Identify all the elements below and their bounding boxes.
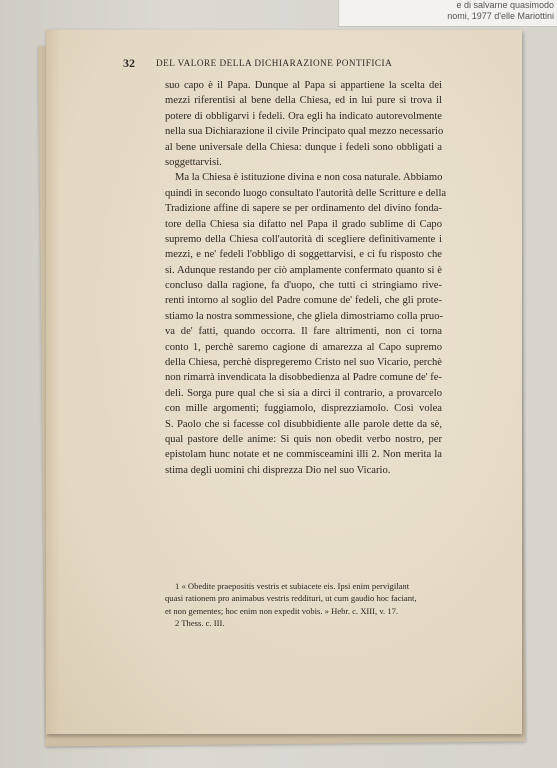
- body-line: nella sua Dichiarazione il civile Principato qual mezzo necessario: [165, 126, 444, 138]
- catalog-label-strip: [338, 0, 557, 27]
- footnote-line: et non gementes; hoc enim non expedit vobis. » Hebr. c. XIII, v. 17.: [165, 605, 399, 616]
- label-line-2: nomi, 1977 d'elle Mariottini: [447, 11, 554, 21]
- body-line: concluso dalla ragione, fa d'uopo, che tutti ci stringiamo rive-: [165, 280, 442, 292]
- footnotes: [165, 580, 442, 630]
- body-line: epistolam hunc notate et ne commisceamini illi 2. Non merita la: [165, 449, 442, 461]
- body-line: qual pastore delle anime: Si quis non obedit verbo nostro, per: [165, 433, 442, 445]
- body-line: quindi in secondo luogo consultato l'autorità delle Scritture e della: [165, 187, 447, 199]
- footnote-line: quasi rationem pro animabus vestris reddituri, ut cum gaudio hoc faciant,: [165, 593, 417, 604]
- body-line: non rimarrà invendicata la disobbedienza al Padre comune de' fe-: [165, 372, 442, 384]
- running-title: DEL VALORE DELLA DICHIARAZIONE PONTIFICIA: [156, 58, 393, 68]
- body-line: sì. Adunque restando per ciò amplamente confermato quanto si è: [165, 264, 442, 276]
- body-line: va de' fatti, quando occorra. Il fare altrimenti, non ci torna: [165, 326, 442, 338]
- body-line: mezzi, e ne' fedeli l'obbligo di soggettarvisi, e ci fu risposto che: [165, 249, 442, 261]
- body-line: deli. Sorga pure qual che si sia a dirci il contrario, a provarcelo: [165, 387, 442, 399]
- body-line: conto 1, perchè saremo cagione di amarezza al Capo supremo: [165, 341, 442, 353]
- body-line: stima degli uomini chi disprezza Dio nel suo Vicario.: [165, 464, 391, 476]
- body-line: mezzi riferentisi al bene della Chiesa, ed in lui pure si trova il: [165, 95, 442, 107]
- body-line: tore della Chiesa sia difatto nel Papa il grado sublime di Capo: [165, 218, 442, 230]
- body-line: soggettarvisi.: [165, 156, 222, 168]
- body-line: Ma la Chiesa è istituzione divina e non cosa naturale. Abbiamo: [175, 172, 443, 184]
- body-line: suo capo è il Papa. Dunque al Papa si appartiene la scelta dei: [165, 80, 442, 91]
- body-text: [165, 78, 447, 478]
- running-head: [123, 57, 423, 73]
- footnote-line: 1 « Obedite praepositis vestris et subiacete eis. Ipsi enim pervigilant: [175, 581, 410, 591]
- body-line: al bene universale della Chiesa: dunque i fedeli sono obbligati a: [165, 141, 442, 153]
- footnote-line: 2 Thess. c. III.: [175, 618, 225, 629]
- body-line: S. Paolo che si facesse col disubbidiente alle parole dette da sè,: [165, 418, 442, 430]
- body-line: con mille argomenti; fuggiamolo, disprezziamolo. Così volea: [165, 403, 442, 415]
- body-line: potere di obbligarvi i fedeli. Ora egli ha indicato autorevolmente: [165, 110, 442, 122]
- page-number: 32: [123, 56, 135, 70]
- label-line-1: e di salvarne quasimodo: [456, 0, 554, 10]
- body-line: renti intorno al soglio del Padre comune de' fedeli, che gli prote-: [165, 295, 442, 307]
- body-line: Tradizione affine di sapere se per ordinamento del divino fonda-: [165, 203, 442, 215]
- body-line: della Chiesa, perchè dispregeremo Cristo nel suo Vicario, perchè: [165, 357, 442, 369]
- body-line: stiamo la nostra sommessione, che gliela dimostriamo colla pruo-: [165, 310, 444, 322]
- body-line: supremo della Chiesa coll'autorità di scegliere definitivamente i: [165, 233, 442, 245]
